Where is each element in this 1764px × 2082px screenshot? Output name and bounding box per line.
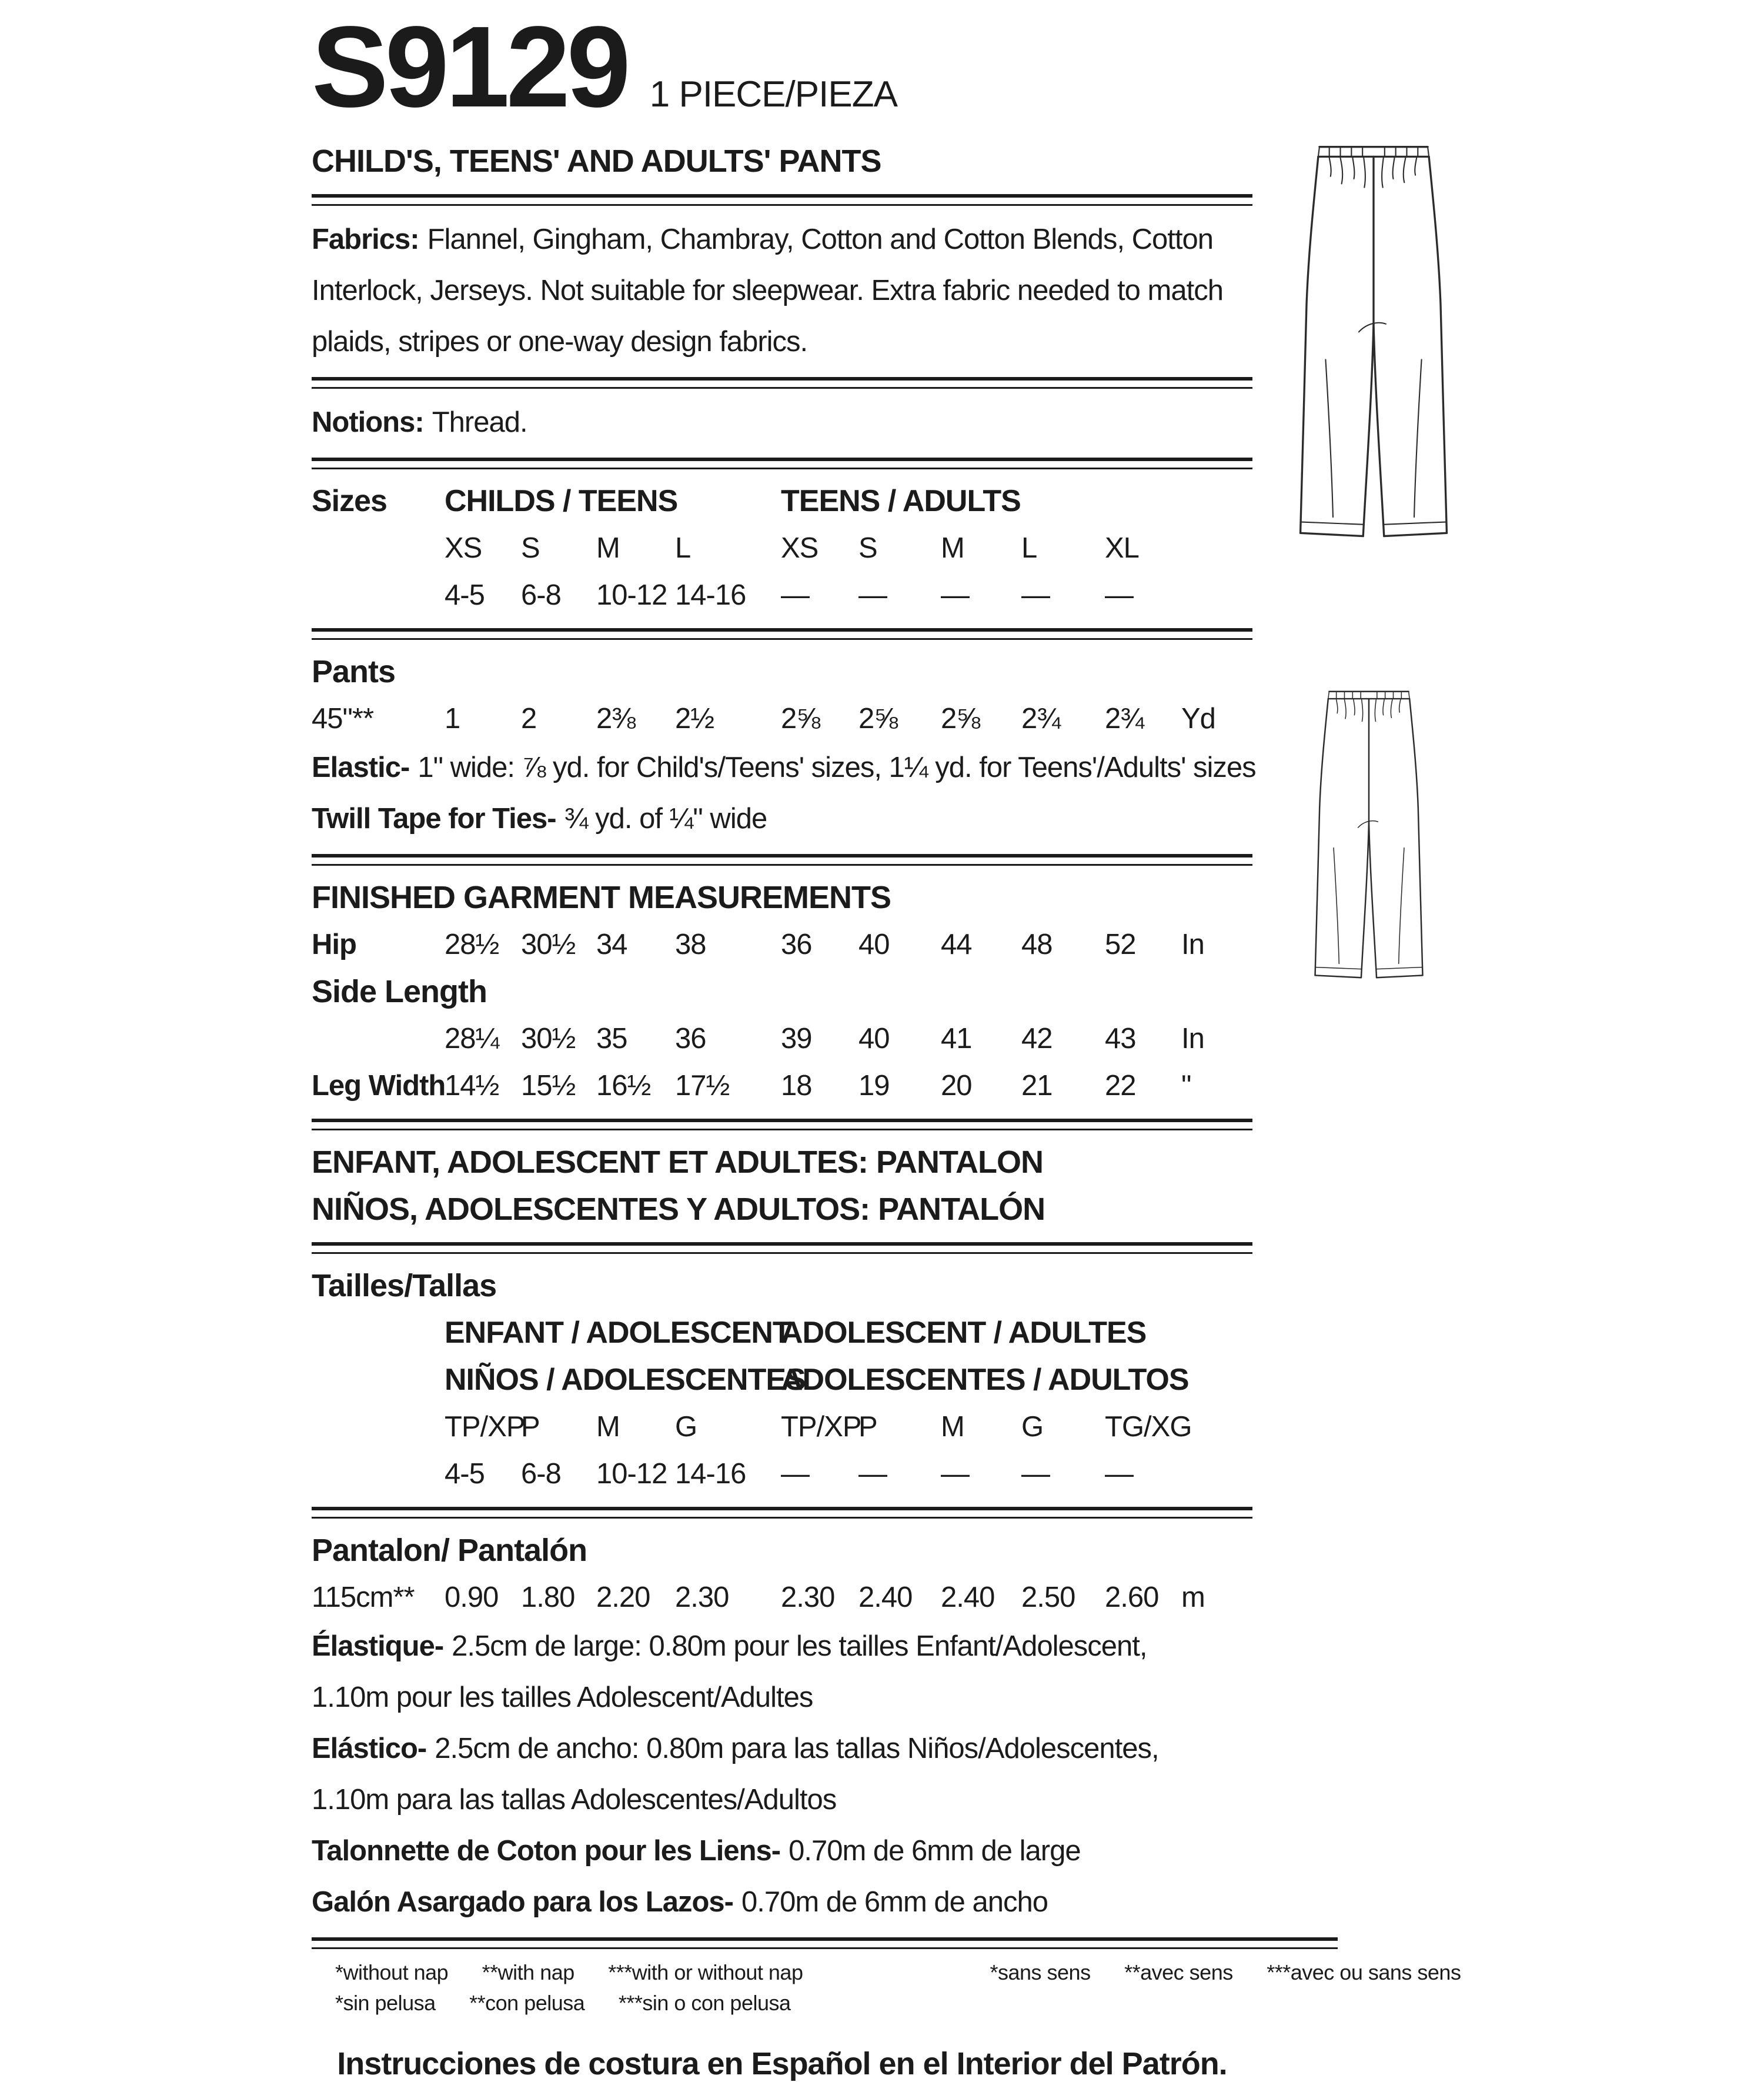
hip-unit: In	[1181, 929, 1204, 960]
metrage-unit: m	[1181, 1581, 1205, 1613]
pants-yardage-row: 45"** 1 2 2⅜ 2½ 2⅝ 2⅝ 2⅝ 2¾ 2¾ Yd	[312, 695, 1252, 742]
talonnette-line: Talonnette de Coton pour les Liens- 0.70m de 6mm de large	[312, 1835, 1081, 1867]
footnote-sin-pelusa: *sin pelusa	[335, 1991, 436, 2015]
footnotes-english-spanish	[312, 1957, 831, 2018]
elastique-line-2: 1.10m pour les tailles Adolescent/Adultes	[312, 1681, 813, 1713]
notions-label: Notions:	[312, 406, 424, 438]
fabrics-line-2: Interlock, Jerseys. Not suitable for sleepwear. Extra fabric needed to match	[312, 275, 1223, 306]
intl-size-ranges-row: 4-5 6-8 10-12 14-16 — — — — —	[445, 1458, 1133, 1490]
sizes-group-header	[312, 478, 1252, 525]
intl-size-codes-row: TP/XP P M G TP/XP P M G TG/XG	[445, 1411, 1192, 1443]
spanish-instructions-note: Instrucciones de costura en Español en el Interior del Patrón.	[337, 2046, 1227, 2081]
piece-count: 1 PIECE/PIEZA	[649, 74, 897, 115]
fabrics-line-1: Fabrics: Flannel, Gingham, Chambray, Cotton and Cotton Blends, Cotton	[312, 223, 1213, 255]
size-codes-row: XS S M L XS S M L XL	[445, 532, 1139, 564]
elastic-label: Elastic-	[312, 752, 410, 783]
leg-width-row: Leg Width 14½ 15½ 16½ 17½ 18 19 20 21 22 "	[312, 1062, 1252, 1109]
group-ninos-adolescentes: NIÑOS / ADOLESCENTES	[445, 1363, 806, 1397]
pants-section-label: Pants	[312, 654, 396, 689]
footnote-with-or-without-nap: ***with or without nap	[608, 1960, 803, 1984]
group-teens-adults: TEENS / ADULTS	[781, 484, 1021, 518]
masthead	[312, 2, 1347, 131]
elastic-line: Elastic- 1" wide: ⅞ yd. for Child's/Teens' sizes, 1¼ yd. for Teens'/Adults' sizes	[312, 752, 1256, 783]
size-ranges-row: 4-5 6-8 10-12 14-16 — — — — —	[445, 579, 1133, 611]
footnote-sin-o-con-pelusa: ***sin o con pelusa	[618, 1991, 791, 2015]
footnote-sans-sens: *sans sens	[990, 1960, 1091, 1984]
finished-measurements-heading: FINISHED GARMENT MEASUREMENTS	[312, 880, 891, 915]
spanish-title: NIÑOS, ADOLESCENTES Y ADULTOS: PANTALÓN	[312, 1192, 1045, 1227]
footnote-con-pelusa: **con pelusa	[469, 1991, 585, 2015]
galon-line: Galón Asargado para los Lazos- 0.70m de 6mm de ancho	[312, 1886, 1048, 1918]
divider	[312, 1119, 1252, 1130]
side-length-row: 28¼ 30½ 35 36 39 40 41 42 43 In	[312, 1015, 1252, 1062]
group-adolescentes-adultos: ADOLESCENTES / ADULTOS	[781, 1363, 1189, 1397]
footnote-with-nap: **with nap	[482, 1960, 574, 1984]
group-adolescent-adultes: ADOLESCENT / ADULTES	[781, 1316, 1147, 1350]
yardage-unit: Yd	[1181, 703, 1215, 735]
divider	[312, 377, 1252, 389]
envelope-back-panel	[312, 2, 1461, 2082]
intl-group-header-es	[312, 1356, 1252, 1403]
leg-width-label: Leg Width	[312, 1070, 446, 1102]
footnote-avec-sens: **avec sens	[1124, 1960, 1233, 1984]
elastico-line-2: 1.10m para las tallas Adolescentes/Adultos	[312, 1784, 837, 1816]
pants-front-drawing	[1294, 138, 1454, 569]
footnote-avec-ou-sans-sens: ***avec ou sans sens	[1267, 1960, 1461, 1984]
pantalon-section-label: Pantalon/ Pantalón	[312, 1533, 587, 1568]
notions-line: Notions: Thread.	[312, 406, 527, 438]
divider	[312, 1507, 1252, 1519]
tailles-tallas-label: Tailles/Tallas	[312, 1268, 497, 1303]
divider	[312, 194, 1252, 206]
fabric-width-label: 45"**	[312, 703, 374, 735]
pantalon-metrage-row: 115cm** 0.90 1.80 2.20 2.30 2.30 2.40 2.40 2.50 2.60 m	[312, 1574, 1252, 1621]
french-title: ENFANT, ADOLESCENT ET ADULTES: PANTALON	[312, 1145, 1043, 1180]
galon-label: Galón Asargado para los Lazos-	[312, 1886, 733, 1918]
divider	[312, 1937, 1338, 1949]
footnotes	[312, 1957, 1461, 2018]
twill-tape-line: Twill Tape for Ties- ¾ yd. of ¼" wide	[312, 803, 767, 835]
group-childs-teens: CHILDS / TEENS	[445, 484, 678, 518]
intl-group-header-fr	[312, 1309, 1252, 1356]
side-length-label: Side Length	[312, 974, 487, 1009]
fabric-width-label-metric: 115cm**	[312, 1581, 415, 1613]
divider	[312, 458, 1252, 469]
divider	[312, 628, 1252, 640]
sizes-label: Sizes	[312, 484, 387, 518]
fabrics-line-3: plaids, stripes or one-way design fabrics.	[312, 326, 808, 358]
leg-width-unit: "	[1181, 1070, 1191, 1102]
group-enfant-adolescent: ENFANT / ADOLESCENT	[445, 1316, 791, 1350]
english-title: CHILD'S, TEENS' AND ADULTS' PANTS	[312, 144, 881, 179]
pants-front-illustration	[1294, 138, 1470, 572]
elastico-line-1: Elástico- 2.5cm de ancho: 0.80m para las tallas Niños/Adolescentes,	[312, 1733, 1159, 1764]
footnotes-french	[831, 1957, 1489, 2018]
talonnette-label: Talonnette de Coton pour les Liens-	[312, 1835, 781, 1867]
divider	[312, 854, 1252, 866]
elastico-label: Elástico-	[312, 1733, 427, 1764]
pattern-number: S9129	[312, 2, 627, 131]
footnote-without-nap: *without nap	[335, 1960, 449, 1984]
side-length-unit: In	[1181, 1023, 1204, 1055]
elastique-line-1: Élastique- 2.5cm de large: 0.80m pour les tailles Enfant/Adolescent,	[312, 1630, 1147, 1662]
divider	[312, 1242, 1252, 1254]
elastique-label: Élastique-	[312, 1630, 444, 1662]
pants-back-drawing	[1310, 685, 1428, 1002]
pants-back-illustration	[1310, 685, 1428, 1005]
hip-row: Hip 28½ 30½ 34 38 36 40 44 48 52 In	[312, 921, 1252, 968]
fabrics-label: Fabrics:	[312, 223, 419, 255]
twill-tape-label: Twill Tape for Ties-	[312, 803, 556, 835]
hip-label: Hip	[312, 929, 356, 960]
